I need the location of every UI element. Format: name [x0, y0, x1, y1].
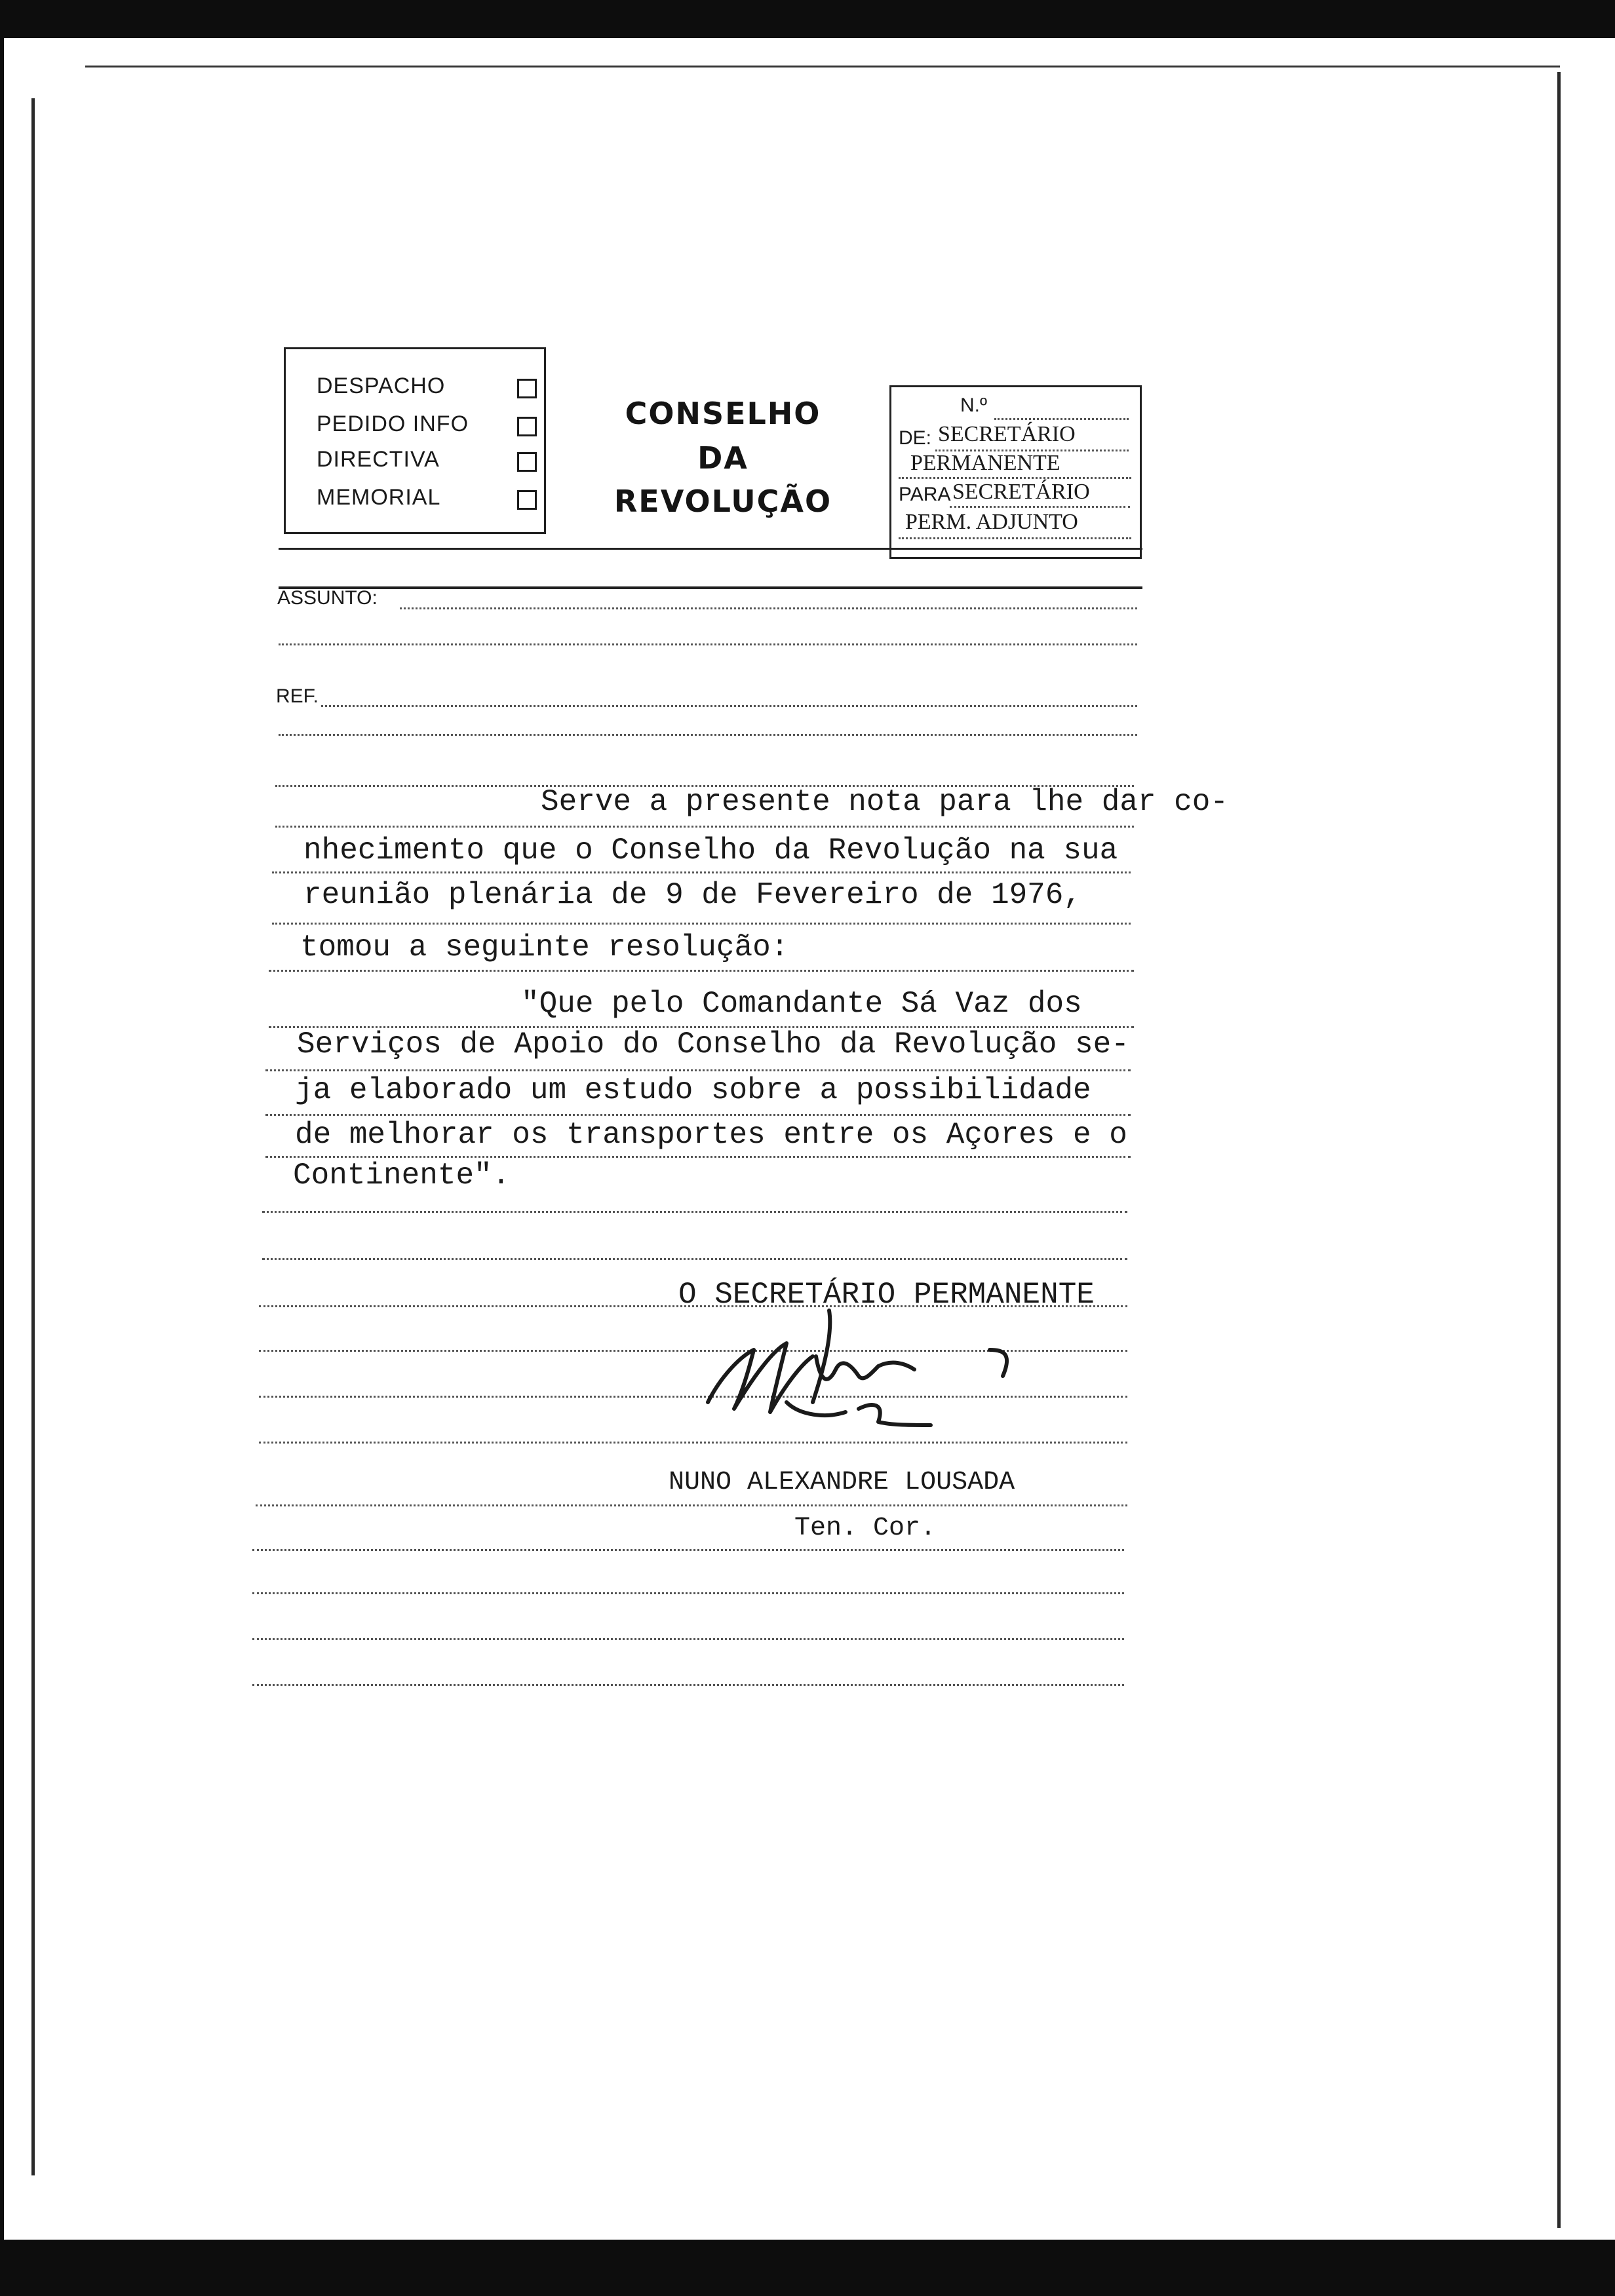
form-row-label: MEMORIAL: [317, 485, 441, 510]
header-rule: [279, 548, 1142, 550]
form-row-despacho: [317, 373, 533, 400]
checkbox[interactable]: [517, 490, 537, 510]
signatory-rank: Ten. Cor.: [794, 1514, 937, 1543]
subject-line[interactable]: [279, 643, 1137, 645]
page-edge-right: [1557, 72, 1561, 2228]
routing-box: [889, 385, 1142, 559]
number-label: N.º: [960, 394, 987, 416]
scan-border-left: [0, 38, 4, 2240]
checkbox[interactable]: [517, 452, 537, 472]
signatory-name: NUNO ALEXANDRE LOUSADA: [669, 1468, 1015, 1497]
checkbox[interactable]: [517, 417, 537, 436]
body-line-2: nhecimento que o Conselho da Revolução na sua: [303, 833, 1118, 868]
body-line-9: Continente".: [293, 1158, 511, 1193]
body-line-4: tomou a seguinte resolução:: [300, 930, 789, 965]
handwritten-signature: [695, 1304, 1036, 1461]
ref-line[interactable]: [321, 705, 1137, 707]
from-line-2: PERMANENTE: [910, 451, 1060, 475]
title-line-2: DA: [697, 440, 749, 476]
body-line-1: Serve a presente nota para lhe dar co-: [541, 785, 1228, 819]
body-line-5: "Que pelo Comandante Sá Vaz dos: [521, 987, 1082, 1021]
scan-border-bottom: [0, 2240, 1615, 2296]
form-row-label: DESPACHO: [317, 373, 446, 398]
body-line-6: Serviços de Apoio do Conselho da Revolução se-: [297, 1027, 1129, 1062]
to-line-1: SECRETÁRIO: [952, 480, 1090, 504]
page-edge-left: [31, 98, 35, 2175]
subject-label: ASSUNTO:: [277, 587, 378, 609]
page-edge-top: [85, 66, 1560, 67]
ref-line[interactable]: [279, 734, 1137, 736]
subject-line[interactable]: [400, 607, 1137, 609]
title-line-1: CONSELHO: [625, 396, 821, 431]
header-rule-2: [279, 586, 1142, 589]
form-row-memorial: [317, 485, 533, 511]
form-row-directiva: [317, 447, 533, 473]
form-row-pedido-info: [317, 411, 533, 438]
body-line-8: de melhorar os transportes entre os Açores e o: [295, 1118, 1127, 1152]
form-row-label: PEDIDO INFO: [317, 411, 469, 436]
body-line-7: ja elaborado um estudo sobre a possibilidade: [295, 1073, 1091, 1107]
from-line-1: SECRETÁRIO: [938, 422, 1076, 446]
scan-border-top: [0, 0, 1615, 38]
to-line-2: PERM. ADJUNTO: [905, 510, 1078, 534]
checkbox[interactable]: [517, 379, 537, 398]
form-type-box: [284, 347, 546, 537]
signatory-title: O SECRETÁRIO PERMANENTE: [678, 1278, 1095, 1312]
body-line-3: reunião plenária de 9 de Fevereiro de 1976,: [303, 878, 1081, 912]
form-row-label: DIRECTIVA: [317, 447, 440, 472]
from-label: DE:: [899, 427, 932, 449]
ref-label: REF.: [276, 685, 319, 707]
to-label: PARA: [899, 484, 951, 505]
title-line-3: REVOLUÇÃO: [613, 484, 832, 519]
